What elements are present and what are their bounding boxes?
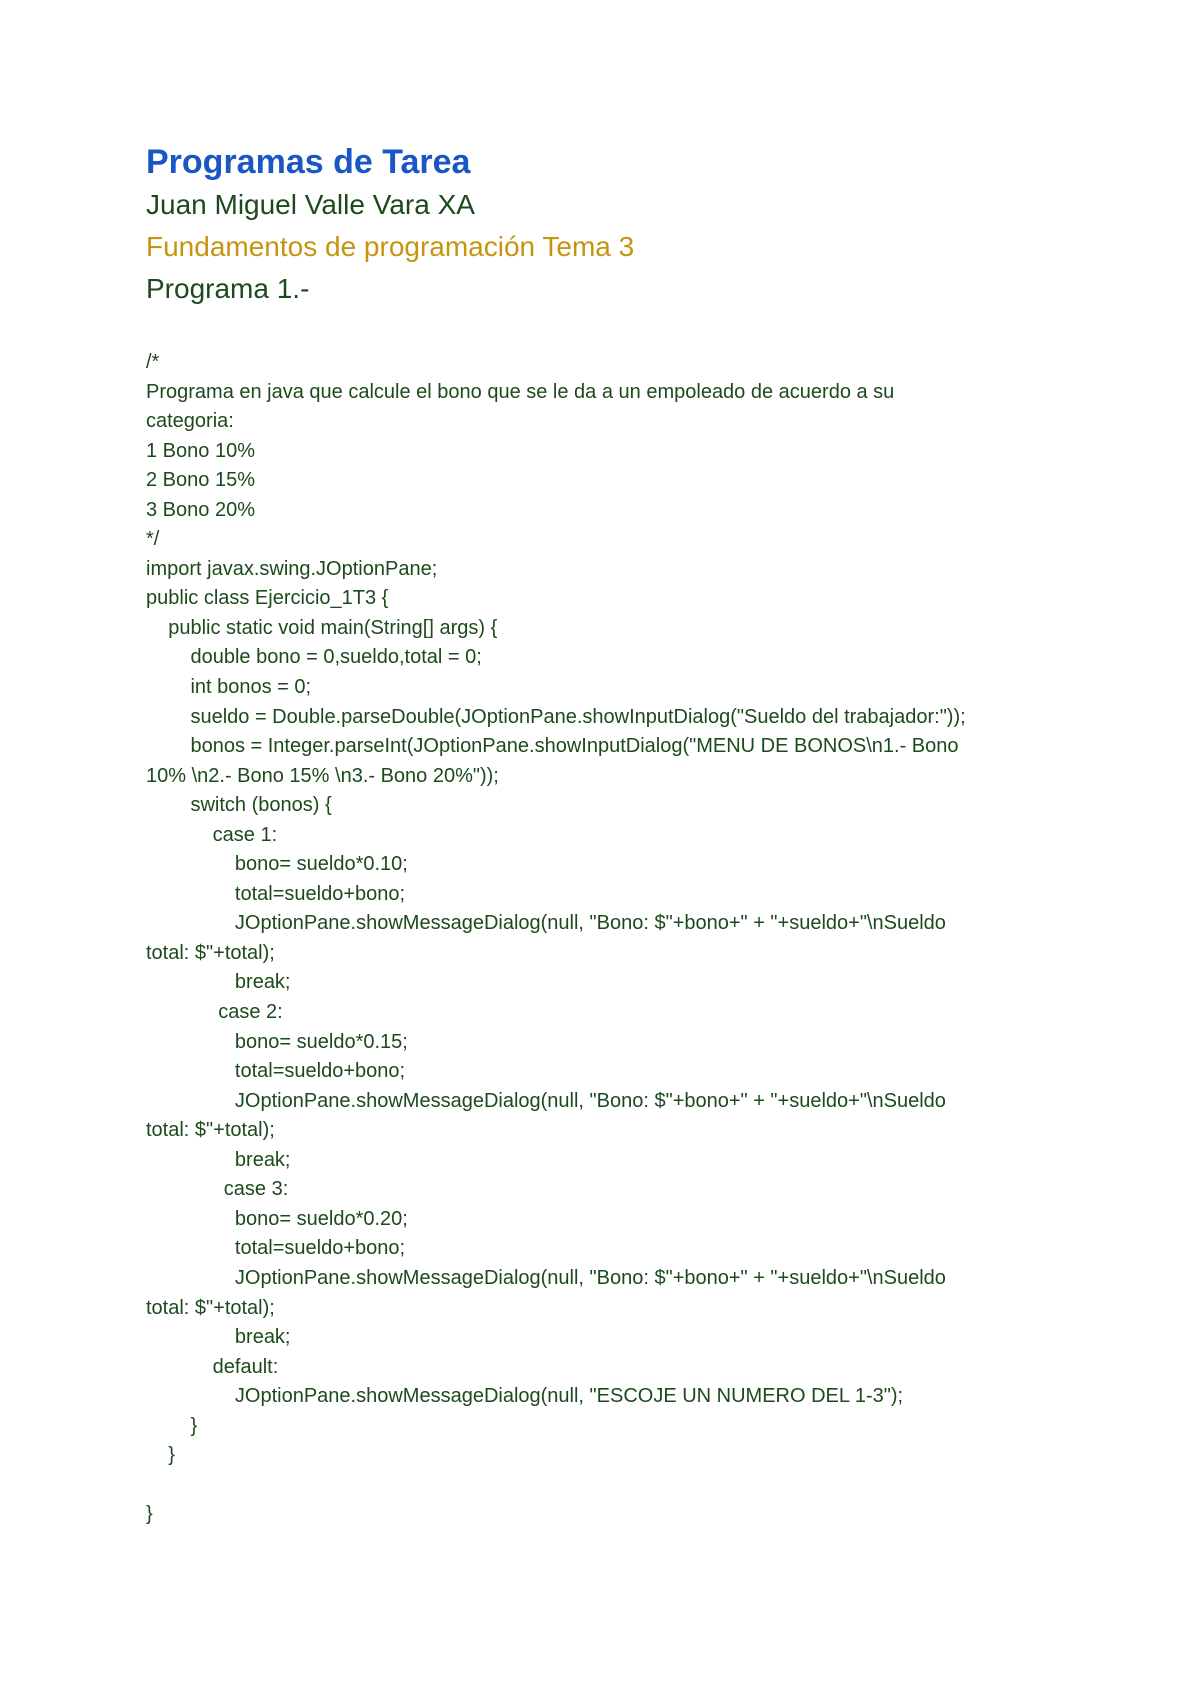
code-line: break; [146, 1326, 291, 1349]
code-line: Programa en java que calcule el bono que se le da a un empoleado de acuerdo a su [146, 380, 895, 403]
code-line: } [146, 1503, 153, 1526]
code-line: total=sueldo+bono; [146, 1237, 406, 1260]
code-line: public static void main(String[] args) { [146, 616, 498, 639]
code-line: categoria: [146, 410, 234, 433]
code-line: total=sueldo+bono; [146, 882, 406, 905]
code-line: JOptionPane.showMessageDialog(null, "Bono: $"+bono+" + "+sueldo+"\nSueldo [146, 1266, 946, 1289]
code-line: switch (bonos) { [146, 794, 332, 817]
code-line: total=sueldo+bono; [146, 1060, 406, 1083]
code-line: int bonos = 0; [146, 676, 312, 699]
code-line: double bono = 0,sueldo,total = 0; [146, 646, 482, 669]
code-line: } [146, 1444, 175, 1467]
document-header [146, 140, 1106, 310]
code-line: bono= sueldo*0.15; [146, 1030, 408, 1053]
code-line: break; [146, 971, 291, 994]
code-line: default: [146, 1355, 279, 1378]
author-line: Juan Miguel Valle Vara XA [146, 189, 475, 220]
code-line: case 2: [146, 1001, 283, 1024]
code-line: 2 Bono 15% [146, 469, 255, 492]
code-line: bonos = Integer.parseInt(JOptionPane.showInputDialog("MENU DE BONOS\n1.- Bono [146, 735, 959, 758]
code-line: 1 Bono 10% [146, 439, 255, 462]
code-line: total: $"+total); [146, 941, 275, 964]
code-line: total: $"+total); [146, 1119, 275, 1142]
code-line: case 3: [146, 1178, 289, 1201]
code-line: JOptionPane.showMessageDialog(null, "ESCOJE UN NUMERO DEL 1-3"); [146, 1385, 904, 1408]
code-line: public class Ejercicio_1T3 { [146, 587, 389, 610]
code-line: break; [146, 1148, 291, 1171]
code-line: import javax.swing.JOptionPane; [146, 557, 438, 580]
code-line: } [146, 1414, 198, 1437]
code-line: bono= sueldo*0.20; [146, 1207, 408, 1230]
code-line: case 1: [146, 823, 278, 846]
code-block [146, 348, 1106, 1530]
code-line: JOptionPane.showMessageDialog(null, "Bono: $"+bono+" + "+sueldo+"\nSueldo [146, 912, 946, 935]
code-line: JOptionPane.showMessageDialog(null, "Bono: $"+bono+" + "+sueldo+"\nSueldo [146, 1089, 946, 1112]
code-line [146, 1471, 1106, 1501]
subject-line: Fundamentos de programación Tema 3 [146, 231, 635, 262]
code-line: sueldo = Double.parseDouble(JOptionPane.showInputDialog("Sueldo del trabajador:")); [146, 705, 966, 728]
code-line: 3 Bono 20% [146, 498, 255, 521]
code-line: /* [146, 351, 160, 373]
program-title: Programa 1.- [146, 273, 310, 304]
code-line: 10% \n2.- Bono 15% \n3.- Bono 20%")); [146, 764, 499, 787]
code-line: */ [146, 528, 160, 551]
code-line: total: $"+total); [146, 1296, 275, 1319]
document-title: Programas de Tarea [146, 143, 471, 181]
code-line: bono= sueldo*0.10; [146, 853, 408, 876]
